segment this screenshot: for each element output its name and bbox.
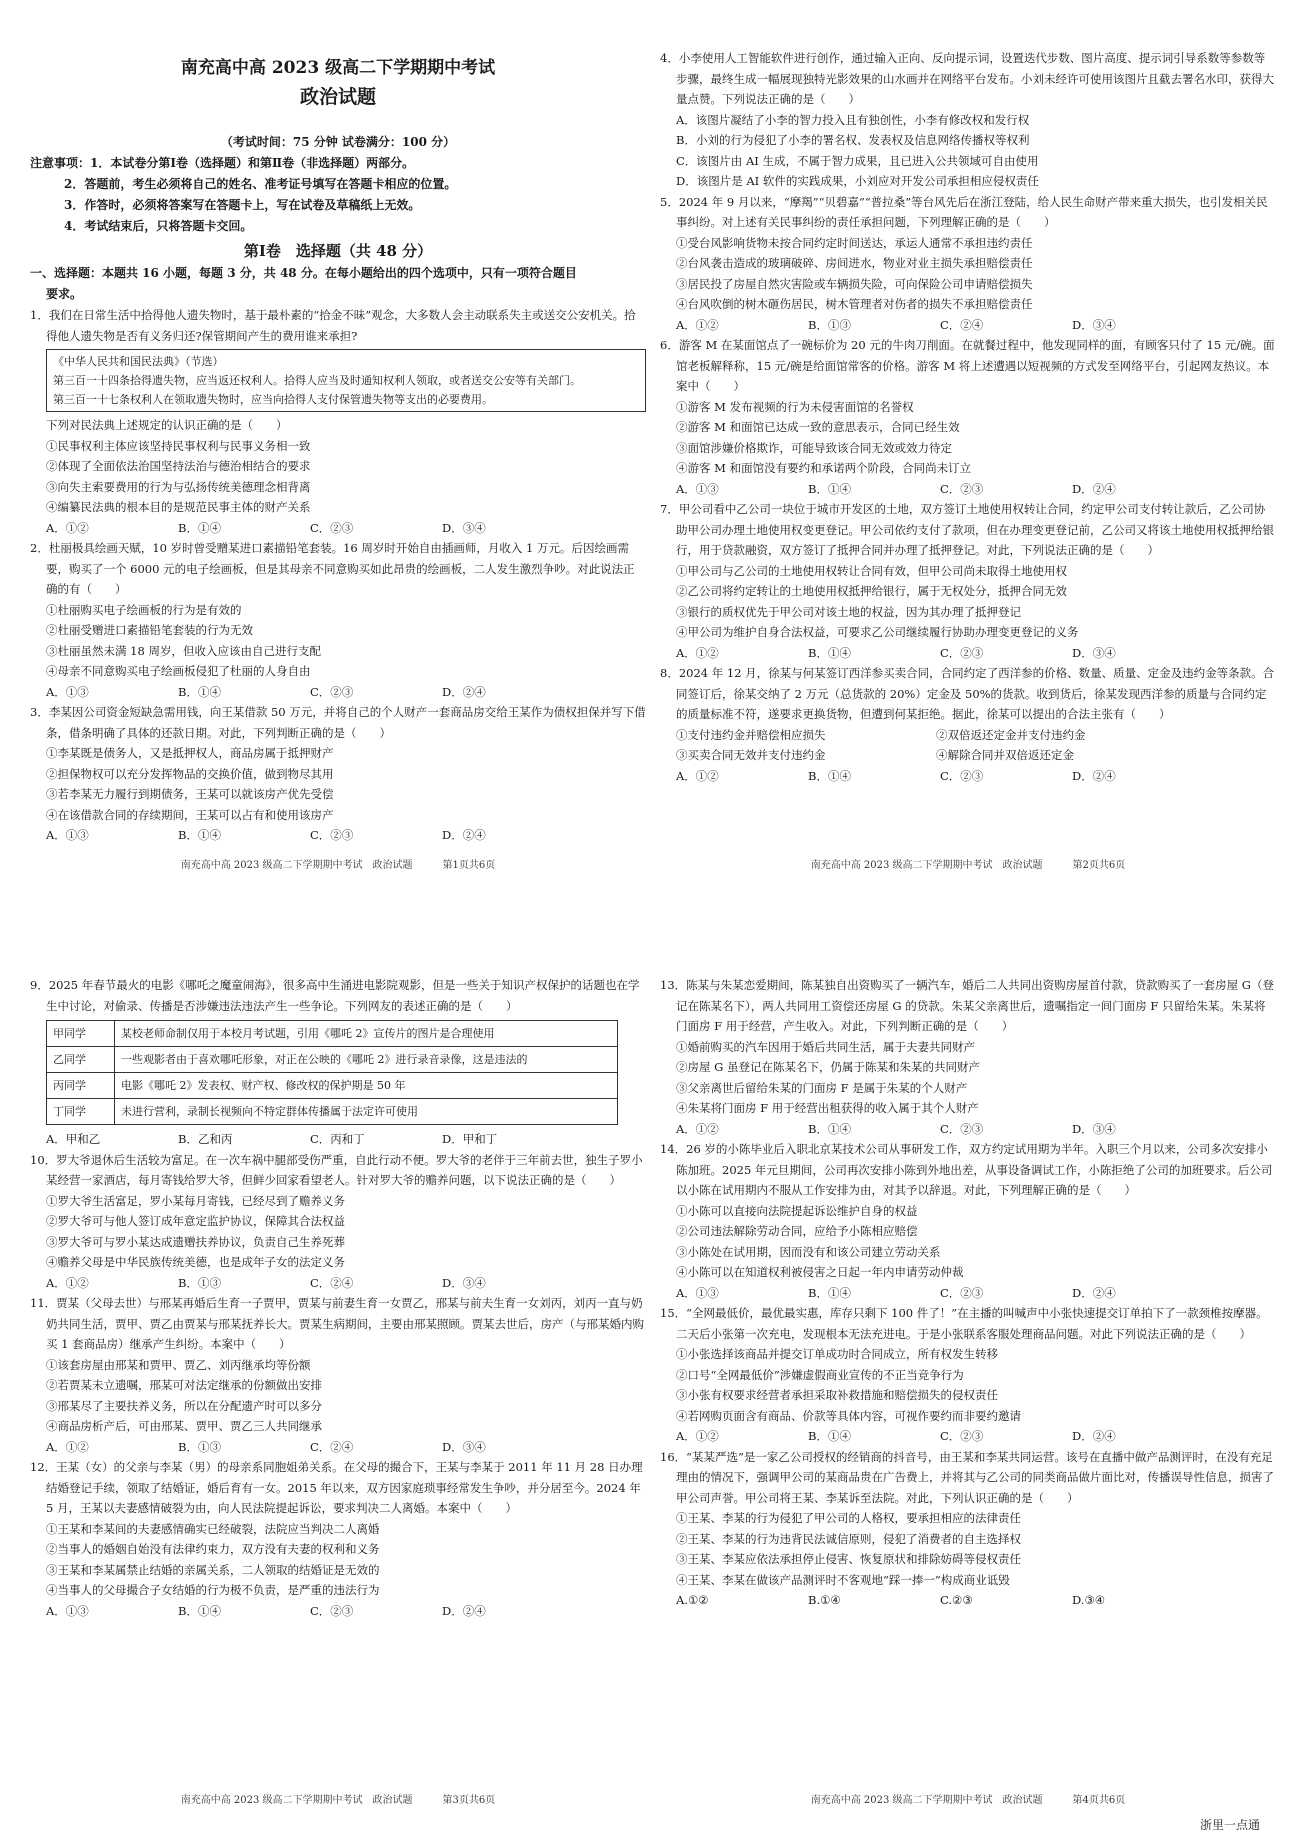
question-14 [660,1139,1276,1303]
answer-choices [30,682,646,703]
choice-c[interactable]: C．②④ [310,1275,354,1290]
question-15 [660,1303,1276,1447]
statement-3: ③罗大爷可与罗小某达成遗赠扶养协议，负责自己生养死葬 [46,1234,345,1249]
statement-2: ②体现了全面依法治国坚持法治与德治相结合的要求 [46,459,311,473]
statement-2: ②房屋 G 虽登记在陈某名下，仍属于陈某和朱某的共同财产 [676,1060,980,1074]
question-stem: 2．杜丽极具绘画天赋，10 岁时曾受赠某进口素描铅笔套装。16 周岁时开始自由插画师，月收入 1 万元。后因绘画需要，购买了一个 6000 元的电子绘画板，但是其母亲不同意购买如此昂贵的绘画板，二人发生激烈争吵。对此说法正确的有（ ） [30,541,635,596]
page-footer: 南充高中高 2023 级高二下学期期中考试 政治试题 第1页共6页 [180,860,496,871]
table-cell: 一些观影者由于喜欢哪吒形象，对正在公映的《哪吒 2》进行录音录像，这是违法的 [115,1047,618,1073]
choice-d[interactable]: D．③④ [442,520,486,535]
choice-b[interactable]: B．①④ [808,768,851,783]
table-cell: 电影《哪吒 2》发表权、财产权、修改权的保护期是 50 年 [115,1073,618,1099]
question-stem: 3．李某因公司资金短缺急需用钱，向王某借款 50 万元，并将自己的个人财产一套商品房交给王某作为债权担保并写下借条，借条明确了具体的还款日期。对此，下列判断正确的是（ ） [30,705,646,740]
law-excerpt-article-317: 第三百一十七条权利人在领取遗失物时，应当向拾得人支付保管遗失物等支出的必要费用。 [53,393,493,406]
law-excerpt-box [46,349,646,412]
choice-d[interactable]: D．③④ [442,1275,486,1290]
table-row [47,1047,618,1073]
statement-2: ②口号“全网最低价”涉嫌虚假商业宣传的不正当竞争行为 [676,1367,964,1382]
answer-choices [660,1283,1276,1304]
choice-a[interactable]: A．①② [46,520,89,535]
choice-d[interactable]: D．③④ [1072,645,1116,660]
choice-d[interactable]: D．②④ [1072,481,1116,496]
exam-page-4 [660,935,1276,1815]
statement-4: ④母亲不同意购买电子绘画板侵犯了杜丽的人身自由 [46,664,311,678]
choice-c[interactable]: C．②③ [940,645,984,660]
answer-choices [660,643,1276,664]
statement-2: ②罗大爷可与他人签订成年意定监护协议，保障其合法权益 [46,1214,345,1228]
question-10 [30,1150,646,1294]
choice-c[interactable]: C.②③ [940,1593,973,1607]
exam-page-1 [30,0,646,880]
question-9 [30,975,646,1150]
choice-a[interactable]: A．①② [676,645,719,660]
statement-1: ①该套房屋由邢某和贾甲、贾乙、刘丙继承均等份额 [46,1357,311,1372]
answer-choices [660,315,1276,336]
choice-c[interactable]: C．②④ [940,317,984,332]
choice-a[interactable]: A．甲和乙 [46,1132,101,1146]
question-4 [660,48,1276,192]
choice-a[interactable]: A．①② [676,1429,719,1443]
statement-1: ①受台风影响货物未按合同约定时间送达，承运人通常不承担违约责任 [676,235,1033,250]
choice-c[interactable]: C．②③ [310,520,354,535]
question-stem: 15．“全网最低价，最优最实惠，库存只剩下 100 件了！”在主播的叫喊声中小张快速提交订单拍下了一款颈椎按摩器。二天后小张第一次充电，发现根本无法充进电。于是小张联系客服处理商品问题。对此下列说法正确的是（ ） [660,1306,1268,1341]
statement-2: ②当事人的婚姻自始没有法律约束力，双方没有夫妻的权利和义务 [46,1542,380,1556]
choice-a[interactable]: A．①② [46,1275,89,1290]
answer-choices [30,1437,646,1458]
question-stem: 4．小李使用人工智能软件进行创作，通过输入正向、反向提示词，设置迭代步数、图片高度、提示词引导系数等参数等步骤，最终生成一幅展现独特光影效果的山水画并在网络平台发布。小刘未经许可使用该图片且截去署名水印，获得大量点赞。下列说法正确的是（ ） [660,51,1274,106]
choice-c[interactable]: C．②③ [310,684,354,699]
question-12 [30,1457,646,1621]
section-instruction: 一、选择题：本题共 16 小题，每题 3 分，共 48 分。在每小题给出的四个选项中，只有一项符合题目 [30,266,577,280]
netizen-statements-table [46,1020,618,1125]
page-footer: 南充高中高 2023 级高二下学期期中考试 政治试题 第4页共6页 [810,1795,1126,1806]
choice-a[interactable]: A．①③ [46,684,89,699]
page-footer: 南充高中高 2023 级高二下学期期中考试 政治试题 第2页共6页 [810,860,1126,871]
notice-head: 注意事项： [30,156,91,170]
notice-item-1: 1．本试卷分第Ⅰ卷（选择题）和第Ⅱ卷（非选择题）两部分。 [90,156,415,170]
table-row [47,1021,618,1047]
statement-3: ③父亲离世后留给朱某的门面房 F 是属于朱某的个人财产 [676,1080,968,1095]
law-excerpt-title: 《中华人民共和国民法典》（节选） [53,355,224,368]
choice-c[interactable]: C．②③ [310,828,354,842]
statement-4: ④当事人的父母撮合子女结婚的行为极不负责，是严重的违法行为 [46,1583,380,1597]
choice-a[interactable]: A．①③ [46,828,89,842]
question-16 [660,1447,1276,1611]
choice-b[interactable]: B．①④ [808,1429,851,1443]
statement-2: ②公司违法解除劳动合同，应给予小陈相应赔偿 [676,1224,918,1238]
table-cell: 某校老师命制仅用于本校月考试题，引用《哪吒 2》宣传片的图片是合理使用 [115,1021,618,1047]
option-a[interactable]: A．该图片凝结了小李的智力投入且有独创性，小李有修改权和发行权 [676,112,1030,127]
statement-3: ③小陈处在试用期，因而没有和该公司建立劳动关系 [676,1244,941,1259]
choice-d[interactable]: D．②④ [442,828,486,842]
statement-2: ②双倍返还定金并支付违约金 [936,727,1086,742]
answer-choices [660,766,1276,787]
answer-choices [660,479,1276,500]
notice [30,153,646,174]
choice-b[interactable]: B．①④ [178,1603,221,1618]
choice-b[interactable]: B．乙和丙 [178,1132,233,1146]
page-2-content [660,0,1276,850]
choice-c[interactable]: C．②③ [940,1121,984,1136]
statement-1: ①王某和李某间的夫妻感情确实已经破裂，法院应当判决二人离婚 [46,1521,380,1536]
answer-choices [30,825,646,846]
notice-item-2: 2．答题前，考生必须将自己的姓名、准考证号填写在答题卡相应的位置。 [64,177,457,191]
question-stem: 8．2024 年 12 月，徐某与何某签订西洋参买卖合同，合同约定了西洋参的价格、数量、质量、定金及违约金等条款。合同签订后，徐某交纳了 2 万元（总货款的 20%）定金及 50%的货款。收到货后，徐某发现西洋参的质量与合同约定的质量标准不符，遂要求更换货物，但遭到何某拒绝。据此，徐某可以提出的合法主张有（ ） [660,666,1275,721]
statement-1: ①游客 M 发布视频的行为未侵害面馆的名誉权 [676,399,914,414]
statement-1: ①杜丽购买电子绘画板的行为是有效的 [46,602,242,617]
question-stem: 10．罗大爷退休后生活较为富足。在一次车祸中腿部受伤严重，自此行动不便。罗大爷的老伴于三年前去世，独生子罗小某经营一家酒店，每月寄钱给罗大爷，但鲜少回家看望老人。针对罗大爷的赡养问题，以下说法正确的是（ ） [30,1152,643,1187]
choice-a[interactable]: A．①② [676,1121,719,1136]
choice-b[interactable]: B．①③ [178,1275,221,1290]
answer-choices [660,1426,1276,1447]
choice-d[interactable]: D．②④ [442,1603,486,1618]
statement-2: ②王某、李某的行为违背民法诚信原则，侵犯了消费者的自主选择权 [676,1531,1021,1546]
choice-b[interactable]: B．①④ [178,520,221,535]
statement-3: ③王某和李某属禁止结婚的亲属关系，二人领取的结婚证是无效的 [46,1562,380,1577]
choice-b[interactable]: B.①④ [808,1593,841,1607]
statement-1: ①支付违约金并赔偿相应损失 [676,727,826,742]
question-13 [660,975,1276,1139]
statement-2: ②若贾某未立遗嘱，邢某可对法定继承的份额做出安排 [46,1378,322,1392]
question-stem: 16．“某某严选”是一家乙公司授权的经销商的抖音号，由王某和李某共同运营。该号在直播中做产品测评时，在没有充足理由的情况下，强调甲公司的某商品贵在广告费上，并将其与乙公司的同类商品做片面比对，传播误导性信息，损害了甲公司声誉。甲公司将王某、李某诉至法院。对此，下列认识正确的是（ ） [660,1449,1274,1505]
statement-1: ①小张选择该商品并提交订单成功时合同成立，所有权发生转移 [676,1347,998,1361]
answer-choices [660,1590,1276,1611]
statement-4: ④游客 M 和面馆没有要约和承诺两个阶段，合同尚未订立 [676,461,972,475]
question-stem: 11．贾某（父母去世）与邢某再婚后生育一子贾甲，贾某与前妻生育一女贾乙，邢某与前夫生育一女刘丙，刘丙一直与奶奶共同生活，贾甲、贾乙由贾某与邢某抚养长大。贾某生病期间，主要由邢某照顾。贾某去世后，房产（与邢某婚内购买 1 套商品房）继承产生纠纷。本案中（ ） [30,1296,644,1351]
choice-d[interactable]: D．②④ [1072,768,1116,783]
statement-1: ①民事权利主体应该坚持民事权利与民事义务相一致 [46,438,311,453]
answer-choices [30,1129,646,1150]
statement-4: ④甲公司为维护自身合法权益，可要求乙公司继续履行协助办理变更登记的义务 [676,625,1079,639]
choice-a[interactable]: A．①② [676,317,719,332]
question-stem: 13．陈某与朱某恋爱期间，陈某独自出资购买了一辆汽车，婚后二人共同出资购房屋首付款，贷款购买了一套房屋 G（登记在陈某名下），两人共同用工资偿还房屋 G 的贷款。朱某父亲离世后，遗嘱指定一间门面房 F 只留给朱某。朱某将门面房 F 用于经营，产生收入。对此，下列判断正确的是（ ） [660,978,1274,1033]
page-3-content [30,935,646,1785]
question-1 [30,305,646,538]
statement-3: ③杜丽虽然未满 18 周岁，但收入应该由自己进行支配 [46,643,321,658]
statement-3: ③银行的质权优先于甲公司对该土地的权益，因为其办理了抵押登记 [676,604,1021,619]
exam-subject: 政治试题 [299,86,376,108]
section-title: 第Ⅰ卷 选择题（共 48 分） [243,242,433,260]
statement-3: ③邢某尽了主要扶养义务，所以在分配遗产时可以多分 [46,1398,322,1413]
question-8 [660,663,1276,786]
choice-c[interactable]: C．②③ [940,1285,984,1300]
statement-1: ①王某、李某的行为侵犯了甲公司的人格权，要承担相应的法律责任 [676,1511,1021,1525]
choice-b[interactable]: B．①④ [808,1121,851,1136]
question-stem: 6．游客 M 在某面馆点了一碗标价为 20 元的牛肉刀削面。在就餐过程中，他发现同样的面，有顾客只付了 15 元/碗。面馆老板解释称，15 元/碗是给面馆常客的价格。游客 M 将上述遭遇以短视频的方式发至网络平台，引起网友热议。本案中（ ） [660,338,1275,393]
statement-4: ④台风吹倒的树木砸伤居民，树木管理者对伤者的损失不承担赔偿责任 [676,297,1033,311]
top-spacer [30,935,646,975]
choice-b[interactable]: B．①④ [178,684,221,699]
statement-3: ③王某、李某应依法承担停止侵害、恢复原状和排除妨碍等侵权责任 [676,1552,1021,1566]
choice-a[interactable]: A．①② [46,1439,89,1454]
section-instruction-cont: 要求。 [46,287,83,301]
statement-1: ①小陈可以直接向法院提起诉讼维护自身的权益 [676,1203,918,1218]
choice-d[interactable]: D.③④ [1072,1593,1106,1607]
exam-title: 南充高中高 2023 级高二下学期期中考试 [180,58,496,78]
option-b[interactable]: B．小刘的行为侵犯了小李的署名权、发表权及信息网络传播权等权利 [676,133,1030,147]
statement-3: ③居民投了房屋自然灾害险或车辆损失险，可向保险公司申请赔偿损失 [676,276,1033,291]
statement-4: ④若网购页面含有商品、价款等具体内容，可视作要约而非要约邀请 [676,1408,1021,1423]
table-cell: 甲同学 [47,1021,115,1047]
option-d[interactable]: D．该图片是 AI 软件的实践成果，小刘应对开发公司承担相应侵权责任 [676,174,1039,188]
choice-a[interactable]: A.①② [676,1593,709,1607]
table-row [47,1073,618,1099]
choice-b[interactable]: B．①③ [178,1439,221,1454]
choice-d[interactable]: D．②④ [442,684,486,699]
choice-c[interactable]: C．②③ [310,1603,354,1618]
choice-c[interactable]: C．②③ [940,1429,984,1443]
page-4-content [660,935,1276,1785]
statement-3: ③若李某无力履行到期债务，王某可以就该房产优先受偿 [46,787,334,801]
choice-a[interactable]: A．①③ [676,481,719,496]
exam-page-3 [30,935,646,1815]
question-stem: 9．2025 年春节最火的电影《哪吒之魔童闹海》，很多高中生涌进电影院观影，但是一些关于知识产权保护的话题也在学生中讨论，对偷录、传播是否涉嫌违法违法产生一些争论。下列网友的表述正确的是（ ） [30,978,640,1013]
question-2 [30,538,646,702]
question-5 [660,192,1276,336]
statement-1: ①婚前购买的汽车因用于婚后共同生活，属于夫妻共同财产 [676,1039,975,1054]
choice-c[interactable]: C．丙和丁 [310,1132,365,1146]
statement-2: ②担保物权可以充分发挥物品的交换价值，做到物尽其用 [46,766,334,781]
answer-choices [30,1601,646,1622]
choice-c[interactable]: C．②③ [940,768,984,783]
watermark-corner-label: 浙里一点通 [1200,1818,1261,1832]
table-cell: 丙同学 [47,1073,115,1099]
question-stem: 5．2024 年 9 月以来，“摩羯”“贝碧嘉”“普拉桑”等台风先后在浙江登陆，给人民生命财产带来重大损失，也引发相关民事纠纷。对上述有关民事纠纷的责任承担问题，下列理解正确的是（ ） [660,194,1268,229]
question-stem: 1．我们在日常生活中拾得他人遗失物时，基于最朴素的“拾金不昧”观念，大多数人会主动联系失主或送交公安机关。拾得他人遗失物是否有义务归还?保管期间产生的费用谁来承担? [30,308,636,343]
choice-a[interactable]: A．①② [676,768,719,783]
option-c[interactable]: C．该图片由 AI 生成，不属于智力成果，且已进入公共领域可自由使用 [676,153,1039,168]
notice-item-3: 3．作答时，必须将答案写在答题卡上，写在试卷及草稿纸上无效。 [64,198,421,212]
top-spacer [660,0,1276,48]
top-spacer [660,935,1276,975]
notice-item-4: 4．考试结束后，只将答题卡交回。 [64,219,253,233]
statement-4: ④王某、李某在做该产品测评时不客观地“踩一捧一”构成商业诋毁 [676,1572,1010,1587]
statement-4: ④小陈可以在知道权利被侵害之日起一年内申请劳动仲裁 [676,1265,964,1279]
choice-d[interactable]: D．③④ [1072,317,1116,332]
statement-4: ④在该借款合同的存续期间，王某可以占有和使用该房产 [46,807,334,822]
choice-b[interactable]: B．①④ [808,645,851,660]
page-footer: 南充高中高 2023 级高二下学期期中考试 政治试题 第3页共6页 [180,1795,496,1806]
statements-row-1 [660,725,1276,746]
choice-a[interactable]: A．①③ [46,1603,89,1618]
question-6 [660,335,1276,499]
statement-1: ①李某既是债务人，又是抵押权人，商品房属于抵押财产 [46,746,334,760]
question-stem: 12．王某（女）的父亲与李某（男）的母亲系同胞姐弟关系。在父母的撮合下，王某与李某于 2011 年 11 月 28 日办理结婚登记手续，领取了结婚证，婚后育有一女。2015 年以来，双方因家庭琐事经常发生争吵，并分居至今。2024 年 5 月，王某以夫妻感情破裂为由，向人民法院提起诉讼，要求判决二人离婚。本案中（ ） [30,1460,643,1515]
choice-d[interactable]: D．③④ [442,1439,486,1454]
question-7 [660,499,1276,663]
choice-b[interactable]: B．①④ [178,828,221,842]
statements-row-2 [660,745,1276,766]
exam-info: （考试时间：75 分钟 试卷满分：100 分） [220,135,456,149]
choice-a[interactable]: A．①③ [676,1285,719,1300]
choice-b[interactable]: B．①③ [808,317,851,332]
question-11 [30,1293,646,1457]
choice-d[interactable]: D．②④ [1072,1285,1116,1300]
exam-page-2 [660,0,1276,880]
statement-3: ③面馆涉嫌价格欺诈，可能导致该合同无效或效力待定 [676,440,952,455]
statement-1: ①罗大爷生活富足，罗小某每月寄钱，已经尽到了赡养义务 [46,1193,345,1208]
statement-4: ④编纂民法典的根本目的是规范民事主体的财产关系 [46,500,311,514]
statement-1: ①甲公司与乙公司的土地使用权转让合同有效，但甲公司尚未取得土地使用权 [676,563,1067,578]
law-excerpt-article-314: 第三百一十四条拾得遗失物，应当返还权利人。拾得人应当及时通知权利人领取，或者送交公安等有关部门。 [53,374,581,387]
choice-c[interactable]: C．②③ [940,481,984,496]
statement-4: ④解除合同并双倍返还定金 [936,748,1074,762]
choice-b[interactable]: B．①④ [808,481,851,496]
statement-2: ②台风袭击造成的玻璃破碎、房间进水，物业对业主损失承担赔偿责任 [676,256,1033,270]
table-row [47,1099,618,1125]
statement-2: ②杜丽受赠进口素描铅笔套装的行为无效 [46,623,253,637]
statement-4: ④商品房析产后，可由邢某、贾甲、贾乙三人共同继承 [46,1419,322,1433]
question-stem: 14．26 岁的小陈毕业后入职北京某技术公司从事研发工作，双方约定试用期为半年。入职三个月以来，公司多次安排小陈加班。2025 年元旦期间，公司再次安排小陈到外地出差，从事设备调试工作，小陈拒绝了公司的加班要求。后公司以小陈在试用期内不服从工作安排为由，对其予以辞退。对此，下列理解正确的是（ ） [660,1142,1273,1197]
statement-3: ③买卖合同无效并支付违约金 [676,748,826,762]
page-1-content [30,0,646,850]
choice-d[interactable]: D．甲和丁 [442,1132,498,1146]
question-lead: 下列对民法典上述规定的认识正确的是（ ） [46,418,288,432]
choice-d[interactable]: D．③④ [1072,1121,1116,1136]
table-cell: 未进行营利，录制长视频向不特定群体传播属于法定许可使用 [115,1099,618,1125]
answer-choices [30,1273,646,1294]
statement-3: ③向失主索要费用的行为与弘扬传统美德理念相背离 [46,479,311,494]
choice-b[interactable]: B．①④ [808,1285,851,1300]
answer-choices [30,518,646,539]
choice-c[interactable]: C．②④ [310,1439,354,1454]
statement-4: ④赡养父母是中华民族传统美德，也是成年子女的法定义务 [46,1255,345,1269]
question-stem: 7．甲公司看中乙公司一块位于城市开发区的土地，双方签订土地使用权转让合同，约定甲公司支付转让款后，乙公司协助甲公司办理土地使用权变更登记。甲公司依约支付了款项，但在办理变更登记前，乙公司又将该土地使用权抵押给银行，用于贷款融资，双方签订了抵押合同并办理了抵押登记。对此，下列说法正确的是（ ） [660,502,1274,557]
statement-2: ②乙公司将约定转让的土地使用权抵押给银行，属于无权处分，抵押合同无效 [676,584,1067,598]
question-3 [30,702,646,846]
answer-choices [660,1119,1276,1140]
table-cell: 乙同学 [47,1047,115,1073]
table-cell: 丁同学 [47,1099,115,1125]
choice-d[interactable]: D．②④ [1072,1429,1116,1443]
statement-2: ②游客 M 和面馆已达成一致的意思表示，合同已经生效 [676,420,960,434]
statement-3: ③小张有权要求经营者承担采取补救措施和赔偿损失的侵权责任 [676,1388,998,1402]
statement-4: ④朱某将门面房 F 用于经营出租获得的收入属于其个人财产 [676,1101,979,1115]
